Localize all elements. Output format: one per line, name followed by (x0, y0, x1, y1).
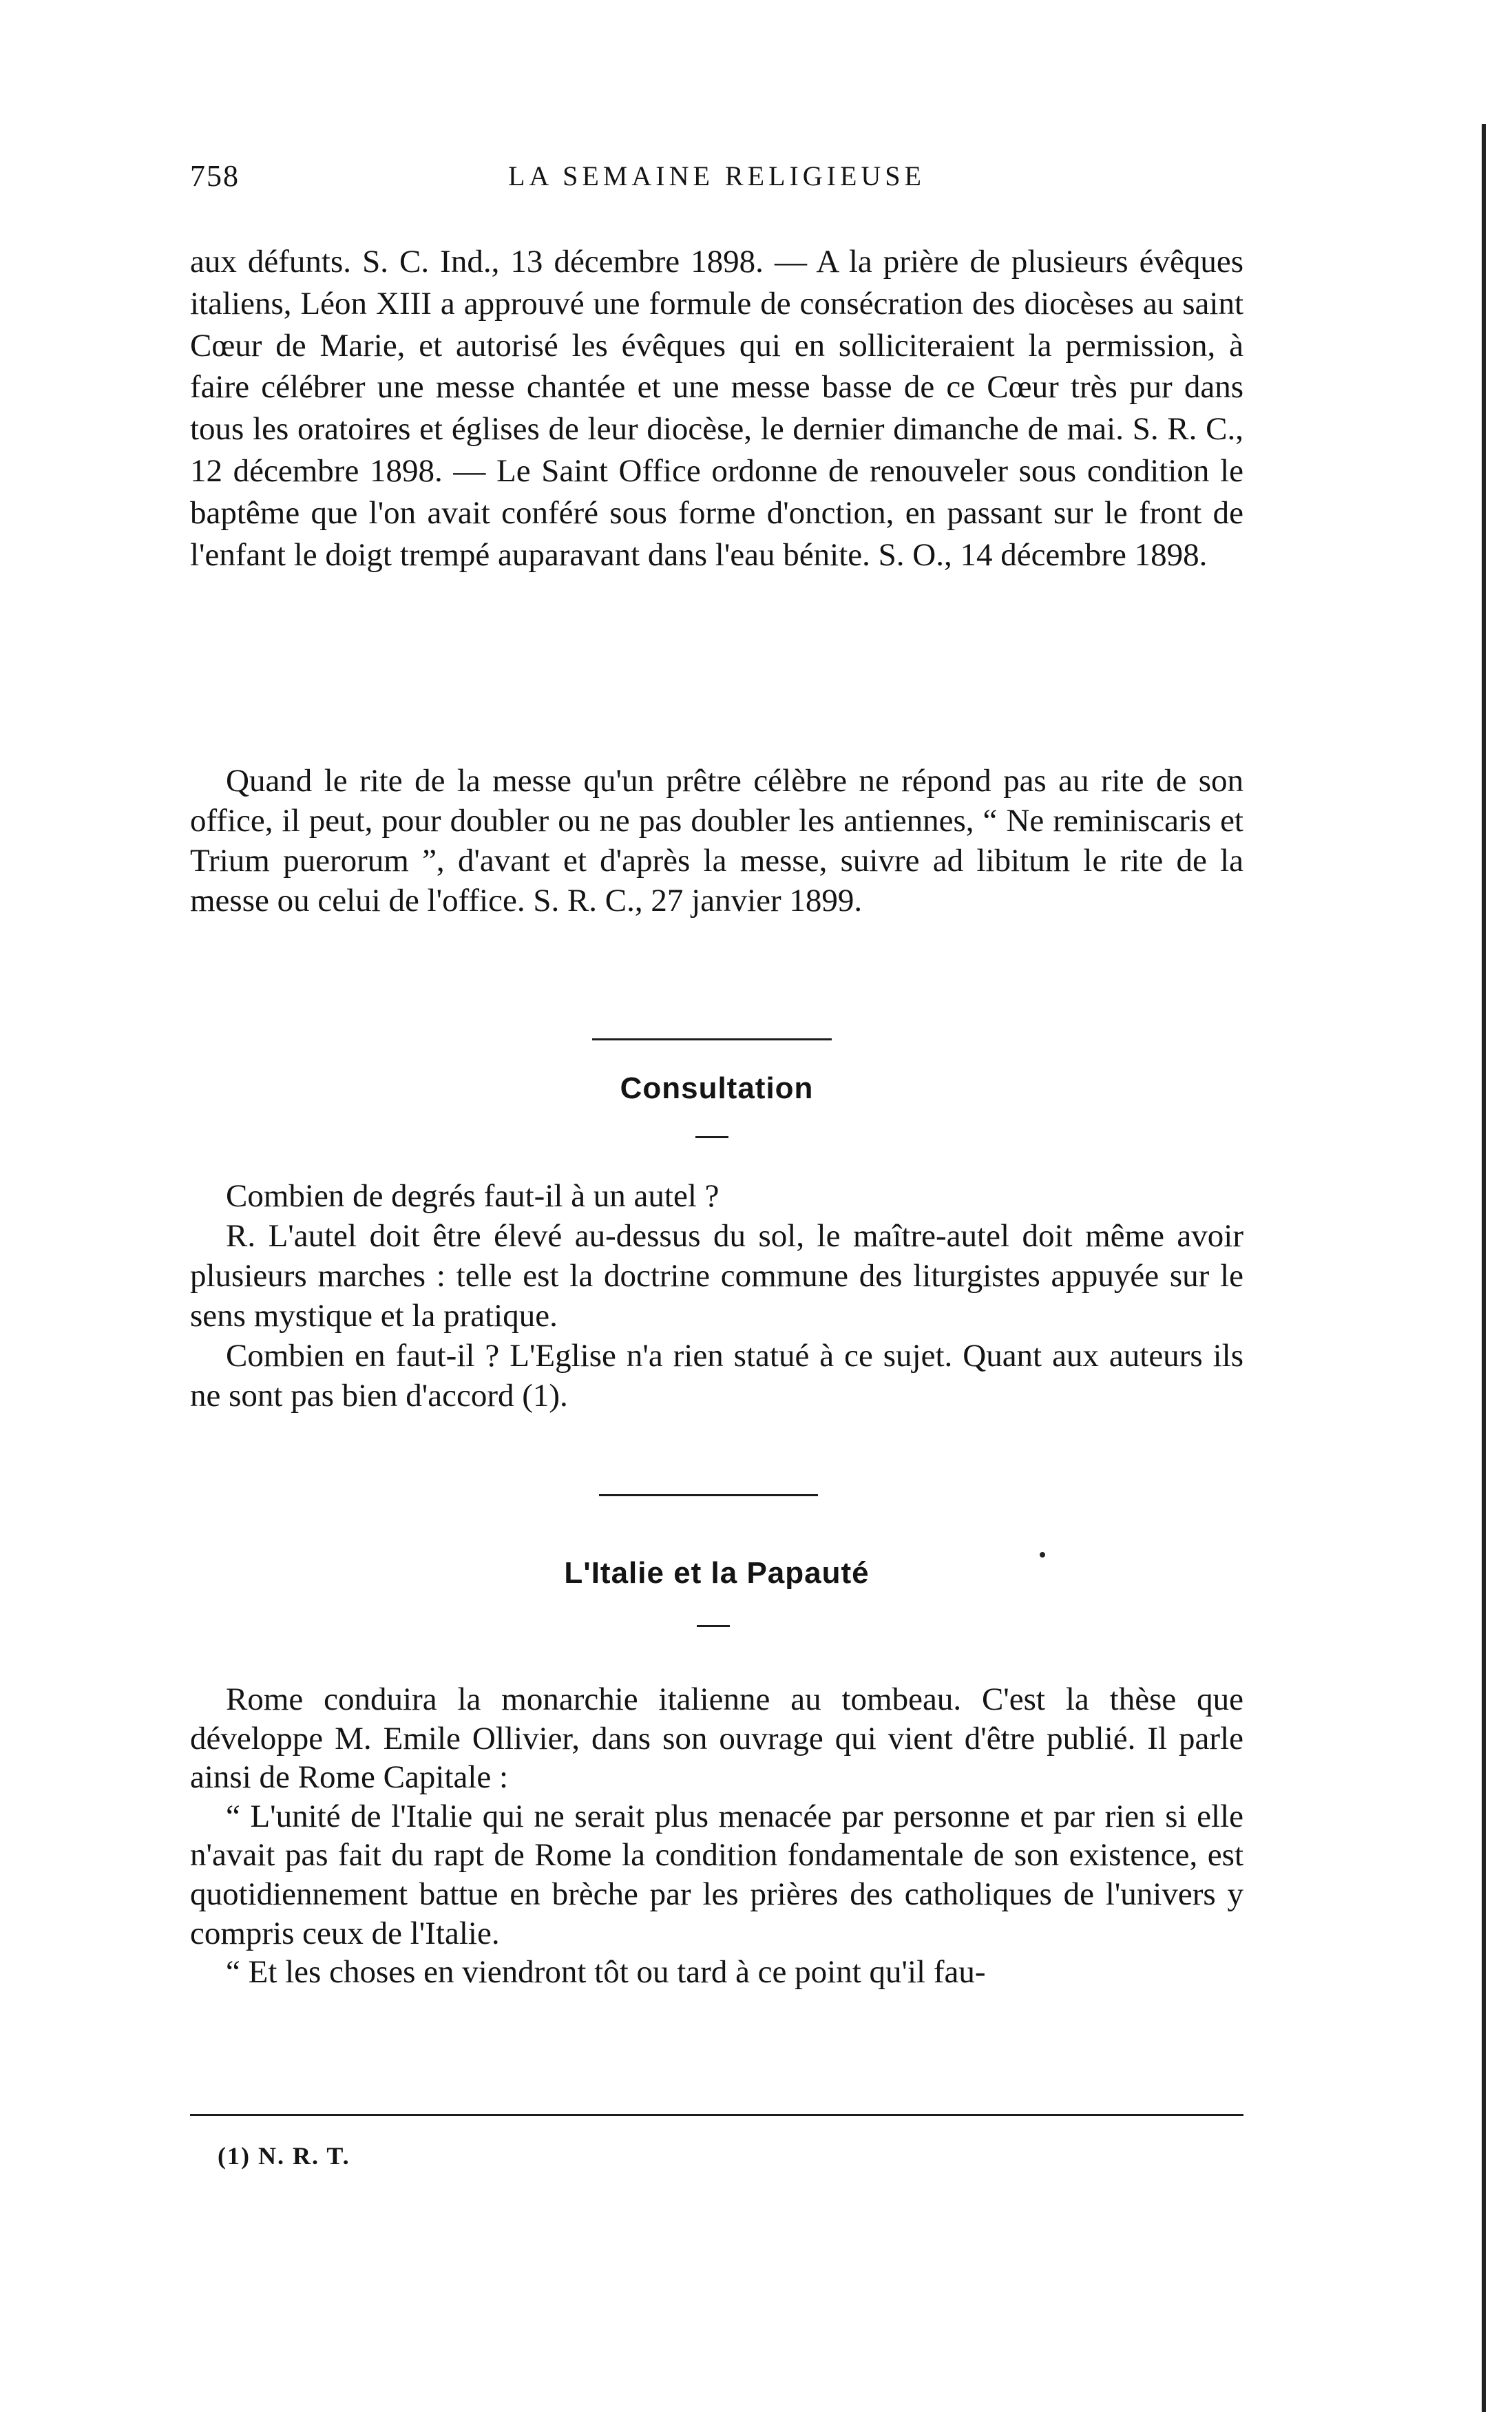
italy-section (190, 1680, 1243, 1992)
rite-paragraph: Quand le rite de la messe qu'un prêtre célèbre ne répond pas au rite de son office, il peut, pour doubler ou ne pas doubler les antiennes, “ Ne reminiscaris et Trium puerorum ”, d'avant et d'après la messe, suivre ad libitum le rite de la messe ou celui de l'office. S. R. C., 27 janvier 1899. (190, 763, 1243, 919)
consultation-section (190, 1176, 1243, 1416)
consultation-followup: Combien en faut-il ? L'Eglise n'a rien statué à ce sujet. Quant aux auteurs ils ne sont pas bien d'accord (1). (190, 1338, 1243, 1414)
rite-section (190, 761, 1243, 921)
footnote: (1) N. R. T. (218, 2142, 350, 2170)
consultation-title: Consultation (620, 1071, 814, 1105)
decrees-section (190, 241, 1243, 576)
title-dash (697, 1625, 730, 1627)
italy-quote-2: “ Et les choses en viendront tôt ou tard à ce point qu'il fau- (226, 1954, 986, 1991)
decrees-paragraph: aux défunts. S. C. Ind., 13 décembre 1898. — A la prière de plusieurs évêques italiens, Léon XIII a approuvé une formule de consécration des diocèses au saint Cœur de Marie, et autorisé les évêques qui en solliciteraient la permission, à faire célébrer une messe chantée et une messe basse de ce Cœur très pur dans tous les oratoires et églises de leur diocèse, le dernier dimanche de mai. S. R. C., 12 décembre 1898. — Le Saint Office ordonne de renouveler sous condition le baptême que l'on avait conféré sous forme d'onction, en passant sur le front de l'enfant le doigt trempé auparavant dans l'eau bénite. S. O., 14 décembre 1898. (190, 244, 1243, 573)
italy-quote-1: “ L'unité de l'Italie qui ne serait plus menacée par personne et par rien si elle n'avait pas fait du rapt de Rome la condition fondamentale de son existence, est quotidiennement battue en brèche par les prières des catholiques de l'univers y compris ceux de l'Italie. (190, 1798, 1243, 1951)
running-title: LA SEMAINE RELIGIEUSE (508, 160, 925, 191)
page-number: 758 (190, 159, 240, 193)
consultation-question: Combien de degrés faut-il à un autel ? (226, 1178, 720, 1214)
italy-intro: Rome conduira la monarchie italienne au tombeau. C'est la thèse que développe M. Emile Ollivier, dans son ouvrage qui vient d'être publié. Il parle ainsi de Rome Capitale : (190, 1681, 1243, 1796)
binding-edge (1482, 124, 1486, 2412)
page-header (190, 158, 1243, 200)
consultation-answer: R. L'autel doit être élevé au-dessus du sol, le maître-autel doit même avoir plusieurs marches : telle est la doctrine commune des liturgistes appuyée sur le sens mystique et la pratique. (190, 1218, 1243, 1334)
section-divider (592, 1038, 832, 1040)
title-dash (695, 1136, 728, 1138)
footnote-rule (190, 2114, 1243, 2116)
ink-speck (1040, 1552, 1045, 1558)
italy-title: L'Italie et la Papauté (564, 1556, 870, 1590)
section-divider (599, 1494, 818, 1496)
